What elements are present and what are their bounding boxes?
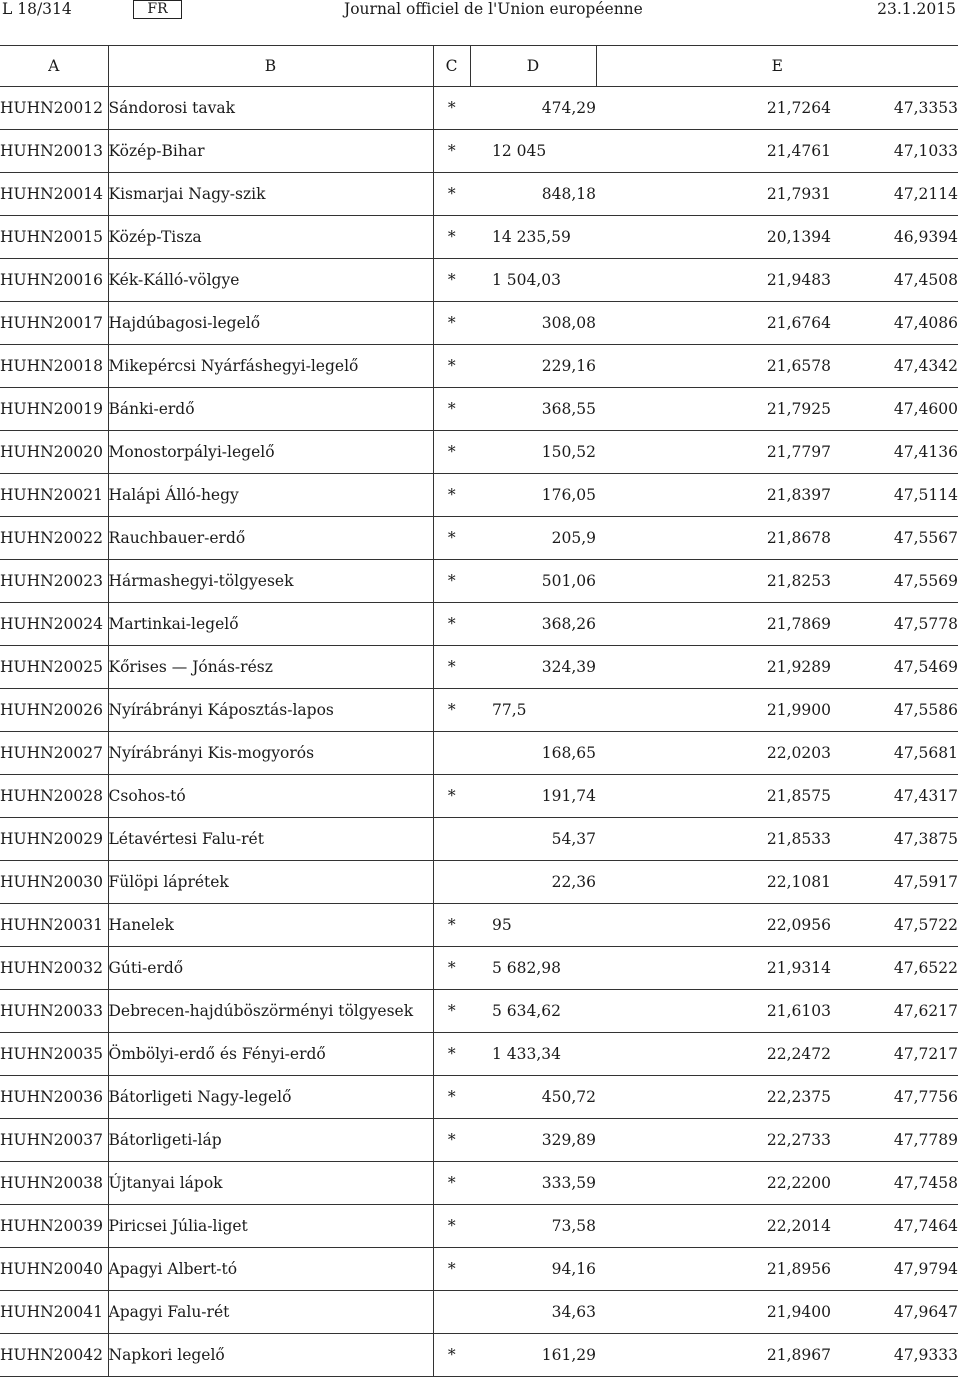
table-row [0, 603, 958, 646]
site-name: Közép-Tisza [108, 216, 433, 259]
site-latitude: 47,4136 [831, 431, 958, 474]
site-area: 5 634,62 [470, 990, 596, 1033]
site-code: HUHN20013 [0, 130, 108, 173]
site-name: Halápi Álló-hegy [108, 474, 433, 517]
site-area: 22,36 [470, 861, 596, 904]
publication-date: 23.1.2015 [877, 0, 956, 18]
site-code: HUHN20024 [0, 603, 108, 646]
table-row [0, 216, 958, 259]
site-name: Fülöpi láprétek [108, 861, 433, 904]
site-name: Bánki-erdő [108, 388, 433, 431]
site-latitude: 47,2114 [831, 173, 958, 216]
table-row [0, 1162, 958, 1205]
site-code: HUHN20028 [0, 775, 108, 818]
site-area: 368,26 [470, 603, 596, 646]
site-name: Mikepércsi Nyárfáshegyi-legelő [108, 345, 433, 388]
table-row [0, 775, 958, 818]
site-code: HUHN20042 [0, 1334, 108, 1377]
sites-table [0, 45, 958, 1377]
site-area: 1 504,03 [470, 259, 596, 302]
site-area: 329,89 [470, 1119, 596, 1162]
table-row [0, 646, 958, 689]
site-area: 94,16 [470, 1248, 596, 1291]
site-name: Létavértesi Falu-rét [108, 818, 433, 861]
site-longitude: 21,4761 [596, 130, 831, 173]
site-area: 73,58 [470, 1205, 596, 1248]
table-row [0, 474, 958, 517]
site-longitude: 21,6764 [596, 302, 831, 345]
site-longitude: 21,7925 [596, 388, 831, 431]
site-area: 95 [470, 904, 596, 947]
site-longitude: 22,0956 [596, 904, 831, 947]
site-longitude: 21,8678 [596, 517, 831, 560]
site-code: HUHN20019 [0, 388, 108, 431]
site-area: 14 235,59 [470, 216, 596, 259]
site-code: HUHN20027 [0, 732, 108, 775]
site-longitude: 21,8956 [596, 1248, 831, 1291]
site-code: HUHN20040 [0, 1248, 108, 1291]
site-longitude: 21,9483 [596, 259, 831, 302]
site-marker: * [433, 947, 470, 990]
table-row [0, 1334, 958, 1377]
site-code: HUHN20015 [0, 216, 108, 259]
site-code: HUHN20033 [0, 990, 108, 1033]
site-marker [433, 861, 470, 904]
table-row [0, 173, 958, 216]
site-name: Monostorpályi-legelő [108, 431, 433, 474]
site-code: HUHN20023 [0, 560, 108, 603]
site-name: Nyírábrányi Kis-mogyorós [108, 732, 433, 775]
site-code: HUHN20031 [0, 904, 108, 947]
site-code: HUHN20030 [0, 861, 108, 904]
site-area: 54,37 [470, 818, 596, 861]
site-name: Martinkai-legelő [108, 603, 433, 646]
site-latitude: 47,7458 [831, 1162, 958, 1205]
column-header-c: C [433, 46, 470, 87]
site-latitude: 47,5114 [831, 474, 958, 517]
site-name: Kismarjai Nagy-szik [108, 173, 433, 216]
site-longitude: 22,2472 [596, 1033, 831, 1076]
column-header-b: B [108, 46, 433, 87]
site-code: HUHN20038 [0, 1162, 108, 1205]
site-longitude: 22,2200 [596, 1162, 831, 1205]
site-longitude: 21,9314 [596, 947, 831, 990]
site-name: Hármashegyi-tölgyesek [108, 560, 433, 603]
site-area: 168,65 [470, 732, 596, 775]
site-marker: * [433, 1162, 470, 1205]
site-latitude: 47,7464 [831, 1205, 958, 1248]
site-area: 191,74 [470, 775, 596, 818]
site-marker: * [433, 474, 470, 517]
site-area: 34,63 [470, 1291, 596, 1334]
table-row [0, 345, 958, 388]
column-header-e: E [596, 46, 958, 87]
table-row [0, 1076, 958, 1119]
site-name: Ömbölyi-erdő és Fényi-erdő [108, 1033, 433, 1076]
table-body [0, 87, 958, 1377]
site-name: Kék-Kálló-völgye [108, 259, 433, 302]
table-row [0, 388, 958, 431]
site-area: 308,08 [470, 302, 596, 345]
site-longitude: 22,1081 [596, 861, 831, 904]
table-row [0, 818, 958, 861]
site-latitude: 47,9647 [831, 1291, 958, 1334]
site-latitude: 47,6522 [831, 947, 958, 990]
site-latitude: 47,4600 [831, 388, 958, 431]
site-longitude: 21,8253 [596, 560, 831, 603]
site-marker: * [433, 130, 470, 173]
site-marker: * [433, 775, 470, 818]
site-area: 161,29 [470, 1334, 596, 1377]
table-row [0, 1033, 958, 1076]
site-area: 5 682,98 [470, 947, 596, 990]
site-marker: * [433, 431, 470, 474]
table-row [0, 904, 958, 947]
site-latitude: 47,5778 [831, 603, 958, 646]
site-name: Bátorligeti-láp [108, 1119, 433, 1162]
site-marker: * [433, 173, 470, 216]
journal-title: Journal officiel de l'Union européenne [344, 0, 643, 18]
table-row [0, 431, 958, 474]
site-longitude: 21,8967 [596, 1334, 831, 1377]
site-area: 12 045 [470, 130, 596, 173]
site-area: 150,52 [470, 431, 596, 474]
site-code: HUHN20029 [0, 818, 108, 861]
site-area: 176,05 [470, 474, 596, 517]
site-latitude: 47,5722 [831, 904, 958, 947]
site-code: HUHN20012 [0, 87, 108, 130]
site-name: Csohos-tó [108, 775, 433, 818]
site-code: HUHN20021 [0, 474, 108, 517]
site-code: HUHN20016 [0, 259, 108, 302]
site-name: Hajdúbagosi-legelő [108, 302, 433, 345]
site-latitude: 47,7217 [831, 1033, 958, 1076]
site-marker [433, 732, 470, 775]
site-longitude: 21,7264 [596, 87, 831, 130]
site-name: Piricsei Júlia-liget [108, 1205, 433, 1248]
table-row [0, 732, 958, 775]
site-area: 333,59 [470, 1162, 596, 1205]
site-name: Kőrises — Jónás-rész [108, 646, 433, 689]
site-name: Apagyi Falu-rét [108, 1291, 433, 1334]
site-latitude: 47,4086 [831, 302, 958, 345]
site-marker: * [433, 517, 470, 560]
page-reference: L 18/314 [2, 0, 72, 18]
site-area: 324,39 [470, 646, 596, 689]
table-row [0, 689, 958, 732]
site-code: HUHN20026 [0, 689, 108, 732]
site-code: HUHN20035 [0, 1033, 108, 1076]
site-marker: * [433, 689, 470, 732]
table-row [0, 130, 958, 173]
site-longitude: 21,6103 [596, 990, 831, 1033]
site-name: Napkori legelő [108, 1334, 433, 1377]
site-latitude: 47,4508 [831, 259, 958, 302]
table-row [0, 1119, 958, 1162]
site-marker: * [433, 560, 470, 603]
site-latitude: 47,4342 [831, 345, 958, 388]
site-code: HUHN20022 [0, 517, 108, 560]
site-latitude: 47,3353 [831, 87, 958, 130]
language-badge: FR [133, 0, 182, 19]
column-header-a: A [0, 46, 108, 87]
site-area: 205,9 [470, 517, 596, 560]
site-longitude: 21,9400 [596, 1291, 831, 1334]
site-code: HUHN20032 [0, 947, 108, 990]
site-marker: * [433, 302, 470, 345]
site-marker: * [433, 904, 470, 947]
site-latitude: 47,5681 [831, 732, 958, 775]
site-longitude: 21,7869 [596, 603, 831, 646]
site-name: Bátorligeti Nagy-legelő [108, 1076, 433, 1119]
site-latitude: 47,5917 [831, 861, 958, 904]
site-area: 848,18 [470, 173, 596, 216]
site-area: 229,16 [470, 345, 596, 388]
site-longitude: 21,6578 [596, 345, 831, 388]
site-marker: * [433, 87, 470, 130]
site-marker: * [433, 388, 470, 431]
table-row [0, 1291, 958, 1334]
site-longitude: 21,8397 [596, 474, 831, 517]
site-marker [433, 818, 470, 861]
site-marker: * [433, 646, 470, 689]
site-longitude: 21,8533 [596, 818, 831, 861]
site-marker: * [433, 259, 470, 302]
site-latitude: 47,6217 [831, 990, 958, 1033]
site-code: HUHN20041 [0, 1291, 108, 1334]
site-latitude: 47,5567 [831, 517, 958, 560]
site-longitude: 22,2375 [596, 1076, 831, 1119]
site-latitude: 47,3875 [831, 818, 958, 861]
site-area: 474,29 [470, 87, 596, 130]
table-row [0, 990, 958, 1033]
site-marker: * [433, 1119, 470, 1162]
site-area: 450,72 [470, 1076, 596, 1119]
site-name: Sándorosi tavak [108, 87, 433, 130]
site-name: Gúti-erdő [108, 947, 433, 990]
table-row [0, 87, 958, 130]
site-marker: * [433, 603, 470, 646]
site-marker: * [433, 1076, 470, 1119]
site-name: Apagyi Albert-tó [108, 1248, 433, 1291]
site-marker: * [433, 1248, 470, 1291]
site-marker [433, 1291, 470, 1334]
site-latitude: 47,5586 [831, 689, 958, 732]
site-longitude: 21,7931 [596, 173, 831, 216]
site-longitude: 21,9289 [596, 646, 831, 689]
site-area: 368,55 [470, 388, 596, 431]
site-marker: * [433, 1033, 470, 1076]
table-row [0, 259, 958, 302]
site-longitude: 22,2014 [596, 1205, 831, 1248]
site-name: Hanelek [108, 904, 433, 947]
site-marker: * [433, 1205, 470, 1248]
site-name: Rauchbauer-erdő [108, 517, 433, 560]
site-latitude: 47,5469 [831, 646, 958, 689]
site-latitude: 47,4317 [831, 775, 958, 818]
site-code: HUHN20037 [0, 1119, 108, 1162]
table-header-row [0, 46, 958, 87]
site-area: 1 433,34 [470, 1033, 596, 1076]
site-name: Közép-Bihar [108, 130, 433, 173]
site-longitude: 22,2733 [596, 1119, 831, 1162]
site-code: HUHN20014 [0, 173, 108, 216]
site-latitude: 47,1033 [831, 130, 958, 173]
site-latitude: 47,9333 [831, 1334, 958, 1377]
site-marker: * [433, 216, 470, 259]
site-code: HUHN20025 [0, 646, 108, 689]
site-code: HUHN20020 [0, 431, 108, 474]
table-row [0, 302, 958, 345]
table-row [0, 1205, 958, 1248]
site-longitude: 21,7797 [596, 431, 831, 474]
site-marker: * [433, 345, 470, 388]
table-row [0, 1248, 958, 1291]
table-row [0, 947, 958, 990]
site-latitude: 47,7756 [831, 1076, 958, 1119]
site-marker: * [433, 1334, 470, 1377]
table-row [0, 861, 958, 904]
table-row [0, 560, 958, 603]
site-latitude: 46,9394 [831, 216, 958, 259]
site-code: HUHN20017 [0, 302, 108, 345]
site-latitude: 47,9794 [831, 1248, 958, 1291]
site-code: HUHN20039 [0, 1205, 108, 1248]
site-name: Újtanyai lápok [108, 1162, 433, 1205]
site-marker: * [433, 990, 470, 1033]
site-longitude: 21,9900 [596, 689, 831, 732]
site-longitude: 21,8575 [596, 775, 831, 818]
page-header [0, 0, 960, 20]
site-name: Nyírábrányi Káposztás-lapos [108, 689, 433, 732]
site-code: HUHN20018 [0, 345, 108, 388]
site-latitude: 47,5569 [831, 560, 958, 603]
site-area: 501,06 [470, 560, 596, 603]
column-header-d: D [470, 46, 596, 87]
site-name: Debrecen-hajdúböszörményi tölgyesek [108, 990, 433, 1033]
site-code: HUHN20036 [0, 1076, 108, 1119]
site-longitude: 20,1394 [596, 216, 831, 259]
site-latitude: 47,7789 [831, 1119, 958, 1162]
table-row [0, 517, 958, 560]
site-area: 77,5 [470, 689, 596, 732]
site-longitude: 22,0203 [596, 732, 831, 775]
